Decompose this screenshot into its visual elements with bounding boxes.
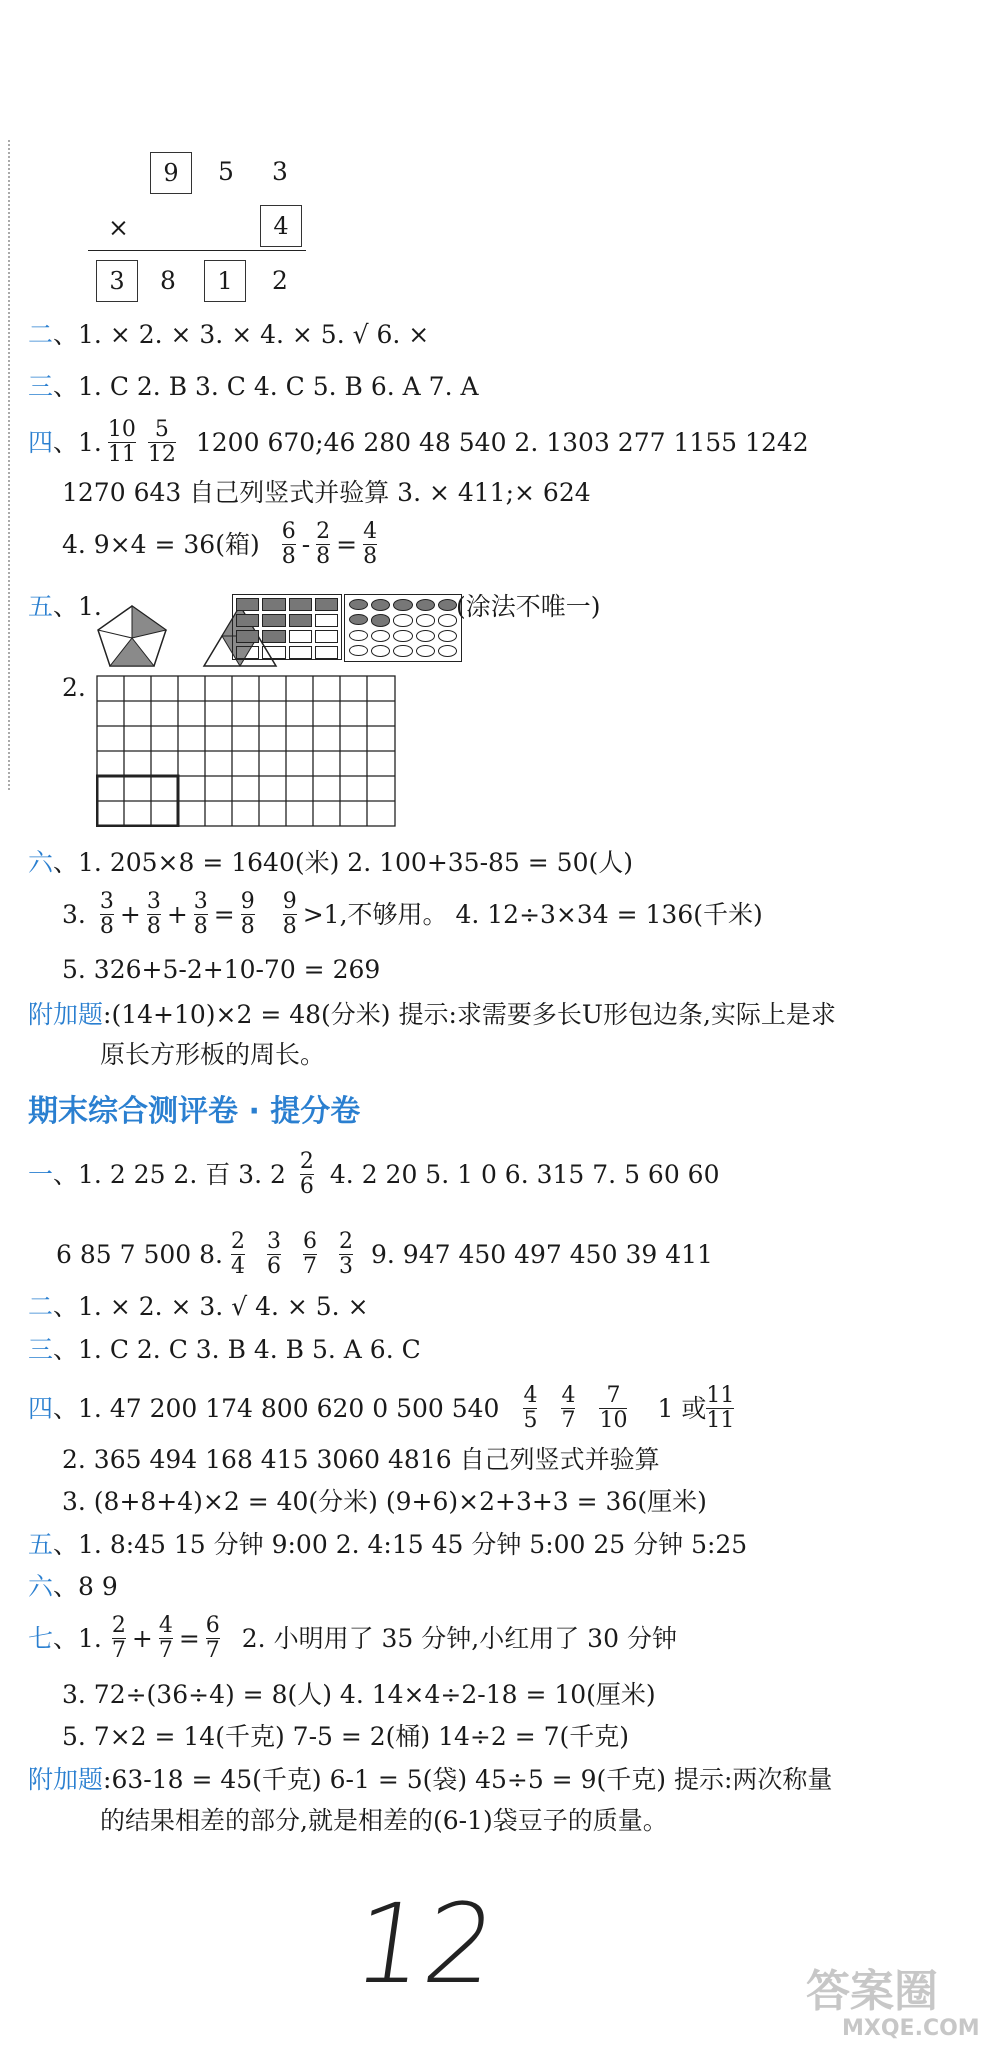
answer-line: 三、1. C 2. B 3. C 4. C 5. B 6. A 7. A	[28, 372, 479, 401]
blank-box: 1	[204, 260, 246, 302]
fraction: $\frac{4}{7}$	[158, 1613, 173, 1663]
answer-line: 原长方形板的周长。	[100, 1040, 326, 1069]
blank-box: 3	[96, 260, 138, 302]
fraction: $\frac{6}{8}$	[281, 519, 296, 569]
binding-margin-line	[8, 140, 10, 790]
bonus-label: 附加题	[28, 1000, 104, 1029]
blank-box: 4	[260, 205, 302, 247]
section-number: 三	[28, 372, 54, 401]
answer-line: 5. 7×2 = 14(千克) 7-5 = 2(桶) 14÷2 = 7(千克)	[62, 1722, 630, 1751]
answer-line: 三、1. C 2. C 3. B 4. B 5. A 6. C	[28, 1335, 421, 1364]
answer-line: 五、1.	[28, 592, 102, 621]
watermark-logo: 答案圈	[806, 1966, 938, 2017]
item-number: 2.	[62, 673, 86, 702]
answer-line: 3. 72÷(36÷4) = 8(人) 4. 14×4÷2-18 = 10(厘米)	[62, 1680, 656, 1709]
answer-line: 附加题:63-18 = 45(千克) 6-1 = 5(袋) 45÷5 = 9(千克) 提示:两次称量	[28, 1765, 833, 1794]
answer-line: 五、1. 8:45 15 分钟 9:00 2. 4:15 45 分钟 5:00 25 分钟 5:25	[28, 1530, 748, 1559]
fraction: $\frac{2}{7}$	[111, 1613, 126, 1663]
answer-line: 六、8 9	[28, 1572, 118, 1601]
section-number: 二	[28, 320, 54, 349]
grid-figure	[96, 675, 396, 827]
fraction: $\frac{5}{12}$	[147, 417, 176, 467]
fraction: $\frac{3}{6}$	[266, 1229, 281, 1279]
section-number: 五	[28, 1530, 54, 1559]
mult-line	[88, 250, 306, 251]
answer-line: 二、1. × 2. × 3. √ 4. × 5. ×	[28, 1292, 369, 1321]
fraction: $\frac{6}{7}$	[205, 1613, 220, 1663]
fraction: $\frac{7}{10}$	[599, 1383, 628, 1433]
digit: 2	[272, 266, 288, 295]
bonus-label: 附加题	[28, 1765, 104, 1794]
blank-box: 9	[150, 152, 192, 194]
answer-line: 5. 326+5-2+10-70 = 269	[62, 955, 381, 984]
digit: 5	[218, 157, 234, 186]
answer-line: 七 、1. $\frac{2}{7}$ + $\frac{4}{7}$ = $\frac{6}{7}$ 2. 小明用了 35 分钟,小红用了 30 分钟	[28, 1613, 677, 1663]
answer-line: 附加题:(14+10)×2 = 48(分米) 提示:求需要多长U形包边条,实际上是求	[28, 1000, 836, 1029]
fraction: $\frac{4}{5}$	[523, 1383, 538, 1433]
section-number: 六	[28, 848, 54, 877]
digit: 3	[272, 157, 288, 186]
section-number: 七	[28, 1623, 54, 1653]
answer-line: 二、1. × 2. × 3. × 4. × 5. √ 6. ×	[28, 320, 430, 349]
fraction: $\frac{2}{6}$	[299, 1149, 314, 1199]
answer-line: 六、1. 205×8 = 1640(米) 2. 100+35-85 = 50(人)	[28, 848, 633, 877]
fraction: $\frac{2}{8}$	[316, 519, 331, 569]
answer-line: 四 、1. 47 200 174 800 620 0 500 540 $\frac{4}{5}$ $\frac{4}{7}$ $\frac{7}{10}$ 1 或 $\frac{11}{11}$	[28, 1383, 735, 1433]
cube-grid-shaded	[232, 594, 342, 660]
answer-line: 四 、1. $\frac{10}{11}$ $\frac{5}{12}$ 1200 670;46 280 48 540 2. 1303 277 1155 1242	[28, 417, 809, 467]
fraction: $\frac{4}{8}$	[363, 519, 378, 569]
fraction: $\frac{11}{11}$	[706, 1383, 735, 1433]
section-number: 一	[28, 1159, 54, 1189]
fraction: $\frac{4}{7}$	[561, 1383, 576, 1433]
fraction: $\frac{2}{3}$	[338, 1229, 353, 1279]
fraction: $\frac{10}{11}$	[107, 417, 136, 467]
answer-line: 4. 9×4 = 36(箱) $\frac{6}{8}$ - $\frac{2}{8}$ = $\frac{4}{8}$	[62, 519, 378, 569]
handwritten-page-number: 12	[346, 1880, 504, 2008]
section-number: 五	[28, 592, 54, 621]
oval-grid-shaded	[344, 594, 462, 662]
pentagon-shaded	[98, 606, 166, 666]
watermark-url: MXQE.COM	[842, 2016, 980, 2041]
answer-line: 1270 643 自己列竖式并验算 3. × 411;× 624	[62, 478, 591, 507]
answer-line: 的结果相差的部分,就是相差的(6-1)袋豆子的质量。	[100, 1806, 668, 1835]
section-number: 二	[28, 1292, 54, 1321]
fraction: $\frac{3}{8}$	[99, 889, 114, 939]
fraction: $\frac{9}{8}$	[282, 889, 297, 939]
section-number: 六	[28, 1572, 54, 1601]
fraction: $\frac{9}{8}$	[240, 889, 255, 939]
answer-line: 3. (8+8+4)×2 = 40(分米) (9+6)×2+3+3 = 36(厘米)	[62, 1487, 707, 1516]
fraction: $\frac{2}{4}$	[230, 1229, 245, 1279]
answer-line: 一 、1. 2 25 2. 百 3. 2 $\frac{2}{6}$ 4. 2 20 5. 1 0 6. 315 7. 5 60 60	[28, 1149, 720, 1199]
section-number: 四	[28, 1393, 54, 1423]
fraction: $\frac{3}{8}$	[193, 889, 208, 939]
note-text: (涂法不唯一)	[456, 592, 601, 621]
times-sign: ×	[108, 213, 129, 242]
section-number: 三	[28, 1335, 54, 1364]
answer-line: 6 85 7 500 8. $\frac{2}{4}$ $\frac{3}{6}$ $\frac{6}{7}$ $\frac{2}{3}$ 9. 947 450 497 450 39 411	[56, 1229, 713, 1279]
fraction: $\frac{3}{8}$	[146, 889, 161, 939]
answer-line: 3. $\frac{3}{8}$ + $\frac{3}{8}$ + $\frac{3}{8}$ = $\frac{9}{8}$ $\frac{9}{8}$ >1,不够用。 4. 12÷3×34 = 136(千米)	[62, 889, 763, 939]
fraction: $\frac{6}{7}$	[302, 1229, 317, 1279]
section-number: 四	[28, 427, 54, 457]
digit: 8	[160, 266, 176, 295]
section-title: 期末综合测评卷 · 提分卷	[28, 1094, 361, 1129]
answer-line: 2. 365 494 168 415 3060 4816 自己列竖式并验算	[62, 1445, 660, 1474]
